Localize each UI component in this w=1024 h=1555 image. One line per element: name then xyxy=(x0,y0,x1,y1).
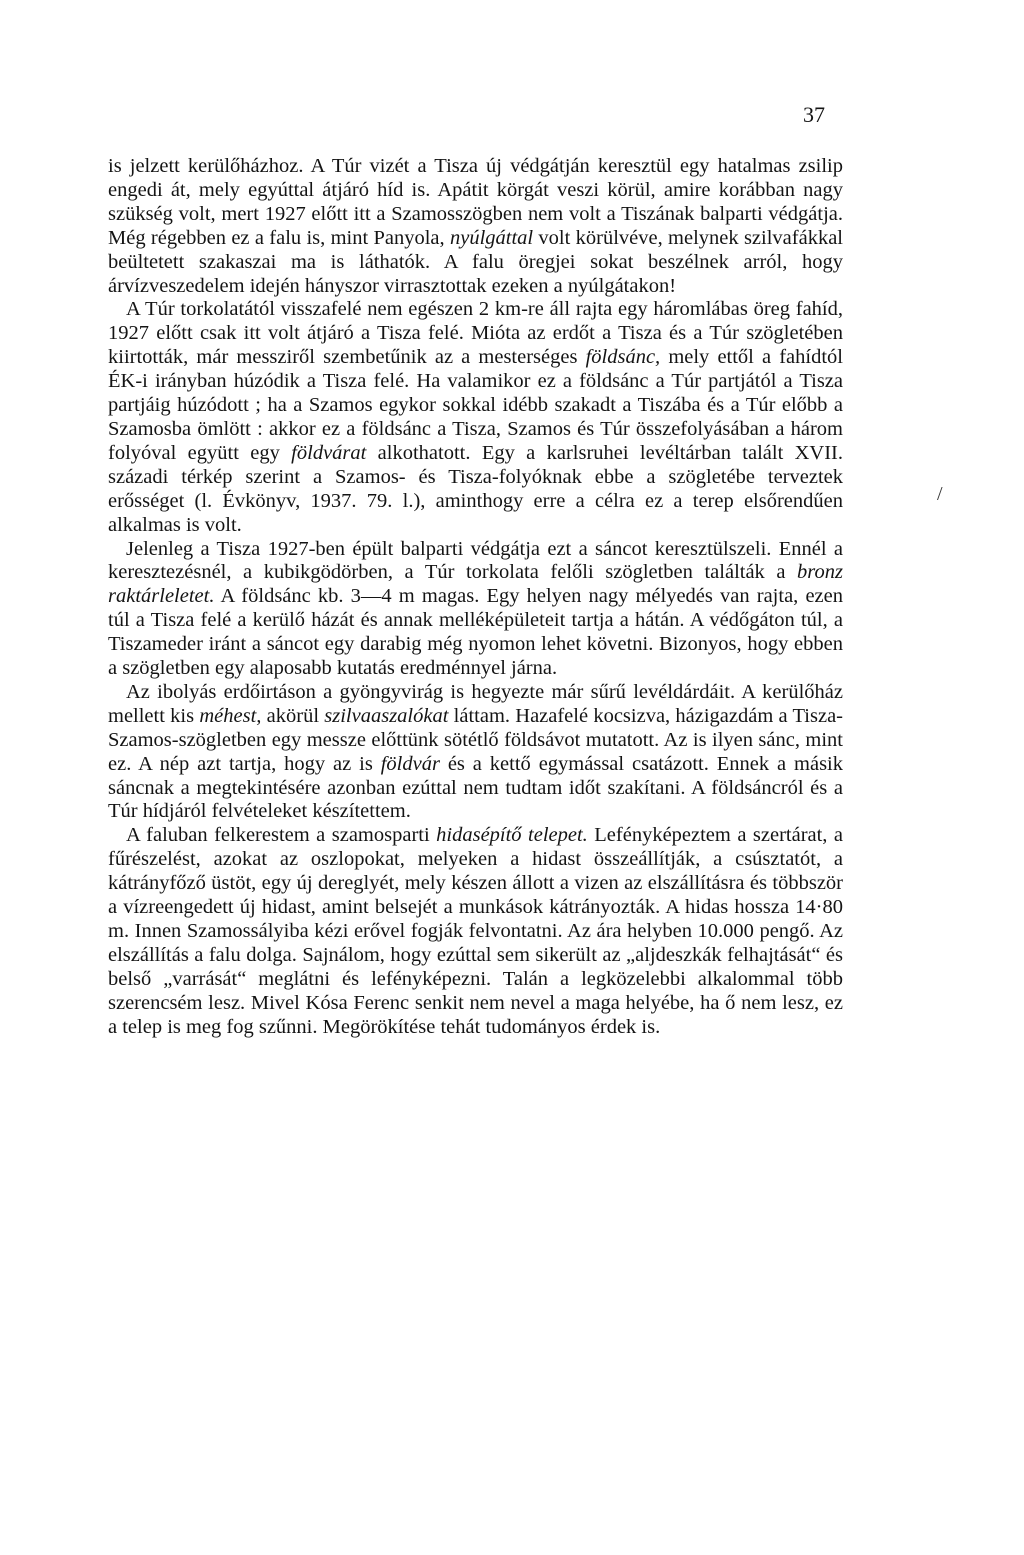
text-run: láttam. Hazafelé kocsizva, házigazdám a Tisza-Szamos-szögletben egy messze előttünk sötétlő földsávot mutatott. Az is ilyen sánc, mint ez. A nép azt tartja, hogy az is xyxy=(108,704,843,775)
text-run: A földsánc kb. 3—4 m magas. Egy helyen nagy mélyedés van rajta, ezen túl a Tisza felé a kerülő házát és annak melléképületeit tartja a hátán. A védőgáton túl, a Tiszameder iránt a sáncot egy darabig még nyomon lehet követni. Bizonyos, hogy ebben a szögletben egy alaposabb kutatás eredménnyel járna. xyxy=(108,585,843,680)
text-run: Jelenleg a Tisza 1927-ben épült balparti védgátja ezt a sáncot keresztülszeli. Ennél a keresztezésnél, a kubikgödörben, a Túr torkolata felőli szögletben találták a xyxy=(108,537,843,584)
text-run: alkothatott. Egy a karlsruhei levéltárban talált XVII. századi térkép szerint a Szamos- és Tisza-folyóknak ebbe a szögletébe terveztek erősséget (l. Évkönyv, 1937. 79. l.), aminthogy erre a célra ez a terep elsőrendűen alkalmas is volt. xyxy=(108,441,844,536)
paragraph xyxy=(108,155,843,298)
italic-term: szilvaaszalókat xyxy=(324,704,449,727)
italic-term: méhest, xyxy=(199,704,262,727)
paragraph xyxy=(108,824,843,1039)
text-run: A Túr torkolatától visszafelé nem egészen 2 km-re áll rajta egy háromlábas öreg fahíd, 1927 előtt csak itt volt átjáró a Tisza felé. Mióta az erdőt a Tisza és a Túr szögletében kiirtották, már messziről szembetűnik az a mesterséges xyxy=(108,298,843,369)
italic-term: földvár xyxy=(380,752,440,775)
text-run: volt körülvéve, melynek szilvafákkal beültetett szakaszai ma is láthatók. A falu öregjei sokat beszélnek arról, hogy árvízveszedelem idején hányszor virrasztottak ezeken a nyúlgátakon! xyxy=(108,226,843,297)
italic-term: földsánc, xyxy=(585,346,661,369)
paragraph xyxy=(108,298,843,537)
text-run: és a kettő egymással csatázott. Ennek a másik sáncnak a megtekintésére azonban ezúttal nem tudtam időt szakítani. A földsáncról és a Túr hídjáról felvételeket készítettem. xyxy=(108,752,843,823)
paragraph xyxy=(108,681,843,824)
text-run: akörül xyxy=(261,704,325,727)
italic-term: nyúlgáttal xyxy=(449,226,534,249)
body-text xyxy=(108,155,843,1040)
text-run: mely ettől a fahídtól ÉK-i irányban húzódik a Tisza felé. Ha valamikor ez a földsánc a Túr partjától a Tisza partjáig húzódott ; ha a Szamos egykor sokkal idébb szakadt a Tiszába és a Túr előbb a Szamosba ömlött : akkor ez a földsánc a Tisza, Szamos és Túr összefolyásában a három folyóval együtt egy xyxy=(108,346,843,464)
paragraph xyxy=(108,538,843,681)
text-run: is jelzett kerülőházhoz. A Túr vizét a Tisza új védgátján keresztül egy hatalmas zsilip engedi át, mely egyúttal átjáró híd is. Apátit körgát veszi körül, amire korábban nagy szükség volt, mert 1927 előtt itt a Szamosszögben nem volt a Tiszának balparti védgátja. Még régebben ez a falu is, mint Panyola, xyxy=(108,155,843,249)
italic-term: földvárat xyxy=(291,441,367,464)
text-run: Az ibolyás erdőirtáson a gyöngyvirág is hegyezte már sűrű levéldárdáit. A kerülőház mellett kis xyxy=(108,680,843,727)
text-run: Lefényképeztem a szertárat, a fűrészelést, azokat az oszlopokat, melyeken a hidast összeállítják, a csúsztatót, a kátrányfőző üstöt, egy új dereglyét, mely készen állott a vizen az elszállításra és többször a vízreengedett új hidast, amint belsejét a munkások kátrányozták. A hidas hossza 14·80 m. Innen Szamossályiba kézi erővel fogják felvontatni. Az ára helyben 10.000 pengő. Az elszállítás a falu dolga. Sajnálom, hogy ezúttal sem sikerült az „aljdeszkák felhajtását“ és belső „varrását“ meglátni és lefényképezni. Talán a legközelebbi alkalommal több szerencsém lesz. Mivel Kósa Ferenc senkit nem nevel a maga helyébe, ha ő nem lesz, ez a telep is meg fog szűnni. Megörökítése tehát tudományos érdek is. xyxy=(108,824,844,1038)
italic-term: hidasépítő telepet. xyxy=(436,824,588,847)
margin-mark: / xyxy=(937,483,943,505)
text-run: A faluban felkerestem a szamosparti xyxy=(126,824,437,847)
page-number: 37 xyxy=(803,102,825,127)
italic-term: bronz raktárleletet. xyxy=(108,561,843,608)
